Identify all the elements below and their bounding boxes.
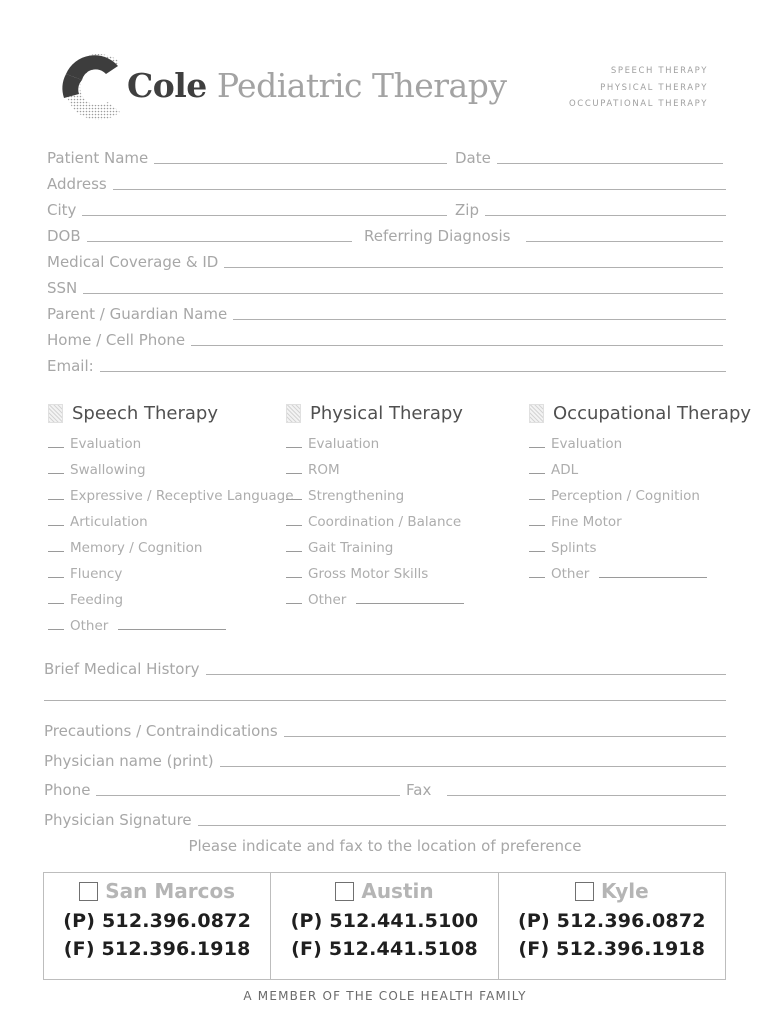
date-line[interactable] [497, 163, 723, 164]
location-san-marcos [44, 873, 271, 979]
dob-label: DOB [47, 227, 81, 245]
list-item[interactable] [48, 582, 294, 608]
physician-fax-field[interactable] [406, 779, 726, 799]
check-blank[interactable] [48, 525, 64, 526]
list-item[interactable] [286, 530, 464, 556]
location-name: Austin [361, 879, 434, 903]
zip-line[interactable] [485, 215, 726, 216]
phone-line[interactable] [191, 345, 723, 346]
location-name: San Marcos [105, 879, 236, 903]
referring-diagnosis-line[interactable] [526, 241, 723, 242]
ssn-line[interactable] [83, 293, 723, 294]
check-blank[interactable] [286, 499, 302, 500]
physician-fax-line[interactable] [447, 795, 726, 796]
location-phone: (P) 512.396.0872 [517, 910, 706, 932]
locations-box [43, 872, 726, 980]
list-item[interactable] [286, 556, 464, 582]
phone-label: Home / Cell Phone [47, 331, 186, 349]
physician-signature-field[interactable] [44, 809, 726, 829]
list-item[interactable] [529, 452, 751, 478]
list-item[interactable] [286, 478, 464, 504]
physician-phone-field[interactable] [44, 779, 400, 799]
list-item[interactable] [286, 426, 464, 452]
occupational-therapy-title: Occupational Therapy [553, 402, 752, 424]
medical-history-extra-field[interactable] [44, 684, 726, 704]
date-field[interactable] [455, 147, 723, 167]
item-label: Expressive / Receptive Language [70, 488, 294, 504]
check-blank[interactable] [48, 551, 64, 552]
check-blank[interactable] [48, 577, 64, 578]
item-label: Memory / Cognition [70, 540, 203, 556]
check-blank[interactable] [48, 603, 64, 604]
physical-therapy-column [286, 400, 464, 608]
check-blank[interactable] [286, 577, 302, 578]
physical-therapy-header[interactable] [286, 400, 464, 426]
zip-label: Zip [455, 201, 479, 219]
item-label: Feeding [70, 592, 124, 608]
item-label: Perception / Cognition [551, 488, 700, 504]
location-phone: (P) 512.441.5100 [290, 910, 479, 932]
physician-signature-label: Physician Signature [44, 811, 192, 829]
item-label: Gross Motor Skills [308, 566, 429, 582]
location-phone: (P) 512.396.0872 [63, 910, 252, 932]
check-blank[interactable] [48, 473, 64, 474]
fax-instruction: Please indicate and fax to the location of preference [188, 837, 582, 855]
occupational-other-item[interactable] [529, 556, 751, 582]
check-blank[interactable] [286, 473, 302, 474]
physician-fax-label: Fax [406, 781, 432, 799]
check-blank[interactable] [48, 629, 64, 630]
item-label: Evaluation [551, 436, 623, 452]
location-kyle [499, 873, 725, 979]
list-item[interactable] [529, 426, 751, 452]
list-item[interactable] [48, 530, 294, 556]
address-field[interactable] [47, 173, 726, 193]
list-item[interactable] [48, 426, 294, 452]
list-item[interactable] [529, 530, 751, 556]
city-line[interactable] [82, 215, 447, 216]
check-blank[interactable] [48, 447, 64, 448]
medical-coverage-label: Medical Coverage & ID [47, 253, 219, 271]
physician-name-line[interactable] [220, 766, 726, 767]
email-label: Email: [47, 357, 94, 375]
guardian-field[interactable] [47, 303, 726, 323]
check-blank[interactable] [48, 499, 64, 500]
check-blank[interactable] [286, 551, 302, 552]
email-field[interactable] [47, 355, 726, 375]
referring-diagnosis-label: Referring Diagnosis [364, 227, 511, 245]
brand-name [127, 66, 507, 105]
location-header[interactable] [499, 878, 725, 904]
occupational-therapy-checkbox[interactable] [529, 404, 544, 423]
address-line[interactable] [113, 189, 726, 190]
item-label: Fine Motor [551, 514, 622, 530]
medical-history-line[interactable] [206, 674, 726, 675]
speech-therapy-header[interactable] [48, 400, 294, 426]
item-label: Gait Training [308, 540, 394, 556]
cole-logo-icon [52, 50, 124, 124]
item-label: Swallowing [70, 462, 146, 478]
location-checkbox[interactable] [575, 882, 594, 901]
physical-other-item[interactable] [286, 582, 464, 608]
referring-diagnosis-field[interactable] [364, 225, 723, 245]
check-blank[interactable] [286, 525, 302, 526]
footer-text: A MEMBER OF THE COLE HEALTH FAMILY [243, 989, 527, 1003]
ssn-label: SSN [47, 279, 78, 297]
physician-name-label: Physician name (print) [44, 752, 214, 770]
medical-history-line-2[interactable] [44, 700, 726, 701]
location-austin [271, 873, 498, 979]
check-blank[interactable] [529, 525, 545, 526]
item-label: Articulation [70, 514, 148, 530]
patient-name-field[interactable] [47, 147, 447, 167]
item-label: Evaluation [70, 436, 142, 452]
check-blank[interactable] [529, 447, 545, 448]
item-label: ROM [308, 462, 340, 478]
service-physical: PHYSICAL THERAPY [600, 82, 708, 93]
list-item[interactable] [529, 504, 751, 530]
location-name: Kyle [600, 879, 649, 903]
location-checkbox[interactable] [335, 882, 354, 901]
service-occupational: OCCUPATIONAL THERAPY [569, 99, 708, 109]
other-line[interactable] [118, 629, 226, 630]
guardian-label: Parent / Guardian Name [47, 305, 228, 323]
check-blank[interactable] [529, 473, 545, 474]
brand-primary: Cole [127, 66, 207, 105]
dob-line[interactable] [87, 241, 352, 242]
item-label: Splints [551, 540, 597, 556]
list-item[interactable] [529, 478, 751, 504]
list-item[interactable] [48, 452, 294, 478]
item-label: Coordination / Balance [308, 514, 462, 530]
medical-coverage-line[interactable] [224, 267, 723, 268]
service-speech: SPEECH THERAPY [610, 66, 708, 76]
item-label: Fluency [70, 566, 123, 582]
guardian-line[interactable] [233, 319, 726, 320]
patient-name-label: Patient Name [47, 149, 149, 167]
list-item[interactable] [48, 478, 294, 504]
medical-history-field[interactable] [44, 658, 726, 678]
address-label: Address [47, 175, 107, 193]
city-field[interactable] [47, 199, 447, 219]
list-item[interactable] [286, 452, 464, 478]
speech-therapy-title: Speech Therapy [72, 402, 219, 424]
location-fax: (F) 512.441.5108 [291, 938, 478, 960]
other-line[interactable] [599, 577, 707, 578]
patient-name-line[interactable] [154, 163, 447, 164]
email-line[interactable] [100, 371, 726, 372]
speech-therapy-checkbox[interactable] [48, 404, 63, 423]
check-blank[interactable] [529, 551, 545, 552]
phone-field[interactable] [47, 329, 723, 349]
list-item[interactable] [48, 504, 294, 530]
precautions-line[interactable] [284, 736, 726, 737]
precautions-label: Precautions / Contraindications [44, 722, 278, 740]
physician-signature-line[interactable] [198, 825, 726, 826]
city-label: City [47, 201, 77, 219]
list-item[interactable] [48, 556, 294, 582]
item-label: Strengthening [308, 488, 405, 504]
item-label: ADL [551, 462, 579, 478]
ssn-field[interactable] [47, 277, 723, 297]
location-fax: (F) 512.396.1918 [63, 938, 251, 960]
speech-therapy-column [48, 400, 294, 634]
medical-history-label: Brief Medical History [44, 660, 200, 678]
physician-name-field[interactable] [44, 750, 726, 770]
item-label: Other [70, 618, 109, 634]
speech-other-item[interactable] [48, 608, 294, 634]
medical-coverage-field[interactable] [47, 251, 723, 271]
dob-field[interactable] [47, 225, 352, 245]
check-blank[interactable] [286, 603, 302, 604]
check-blank[interactable] [286, 447, 302, 448]
brand-secondary: Pediatric Therapy [216, 66, 507, 105]
list-item[interactable] [286, 504, 464, 530]
location-header[interactable] [44, 878, 270, 904]
physical-therapy-title: Physical Therapy [310, 402, 463, 424]
precautions-field[interactable] [44, 720, 726, 740]
location-fax: (F) 512.396.1918 [518, 938, 706, 960]
physician-phone-line[interactable] [96, 795, 400, 796]
date-label: Date [455, 149, 491, 167]
occupational-therapy-header[interactable] [529, 400, 751, 426]
physician-phone-label: Phone [44, 781, 91, 799]
zip-field[interactable] [455, 199, 726, 219]
other-line[interactable] [356, 603, 464, 604]
physical-therapy-checkbox[interactable] [286, 404, 301, 423]
services-list [569, 63, 708, 113]
occupational-therapy-column [529, 400, 751, 582]
item-label: Other [308, 592, 347, 608]
location-checkbox[interactable] [79, 882, 98, 901]
check-blank[interactable] [529, 499, 545, 500]
item-label: Other [551, 566, 590, 582]
check-blank[interactable] [529, 577, 545, 578]
item-label: Evaluation [308, 436, 380, 452]
location-header[interactable] [271, 878, 497, 904]
